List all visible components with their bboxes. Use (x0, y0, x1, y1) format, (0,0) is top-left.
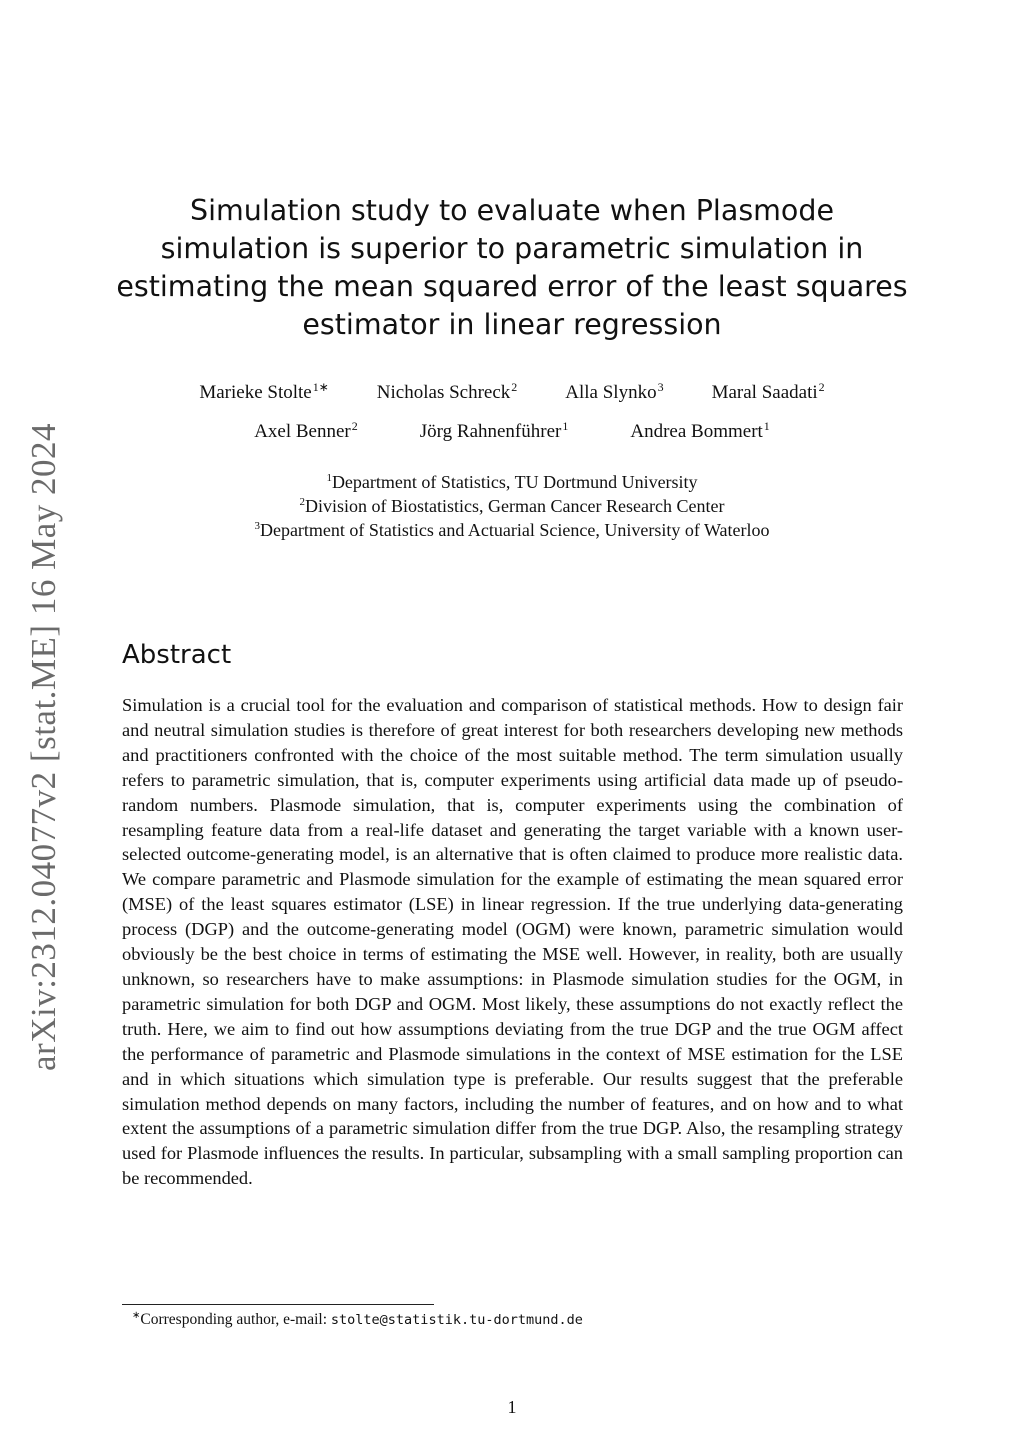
abstract-heading: Abstract (122, 640, 232, 670)
arxiv-identifier-stamp: arXiv:2312.04077v2 [stat.ME] 16 May 2024 (24, 423, 63, 1071)
author-name: Alla Slynko (565, 382, 657, 403)
author-name: Nicholas Schreck (376, 382, 511, 403)
title-line: Simulation study to evaluate when Plasmode (190, 194, 834, 227)
author (377, 382, 517, 404)
author-affiliation-mark: 3 (657, 380, 664, 394)
author-list-row-2 (100, 421, 924, 443)
author-affiliation-mark: 2 (351, 419, 358, 433)
author-affiliation-mark: 1 (562, 419, 569, 433)
affiliation (100, 470, 924, 494)
author-name: Maral Saadati (711, 382, 818, 403)
affiliation-mark: 1 (326, 472, 332, 484)
author-affiliation-mark: 2 (818, 380, 825, 394)
footnote-divider (122, 1304, 434, 1305)
title-line: estimating the mean squared error of the least squares (116, 270, 908, 303)
author-list-row-1 (100, 382, 924, 404)
author (420, 421, 569, 443)
author (254, 421, 358, 443)
paper-title (100, 192, 924, 344)
affiliation-mark: 2 (299, 496, 306, 508)
author-affiliation-mark: 2 (511, 380, 518, 394)
affiliations (100, 470, 924, 542)
affiliation (100, 518, 924, 542)
abstract-body (122, 693, 903, 1191)
affiliation (100, 494, 924, 518)
abstract-paragraph: Simulation is a crucial tool for the evaluation and comparison of statistical methods. How to design fair and neutral simulation studies is therefore of great interest for both researchers developing new methods and practitioners confronted with the choice of the most suitable method. The term simulation usually refers to parametric simulation, that is, computer experiments using artificial data made up of pseudo-random numbers. Plasmode simulation, that is, computer experiments using the combination of resampling feature data from a real-life dataset and generating the target variable with a known user-selected outcome-generating model, is an alternative that is often claimed to produce more realistic data. We compare parametric and Plasmode simulation for the example of estimating the mean squared error (MSE) of the least squares estimator (LSE) in linear regression. If the true underlying data-generating process (DGP) and the outcome-generating model (OGM) were known, parametric simulation would obviously be the best choice in terms of estimating the MSE well. However, in reality, both are usually unknown, so researchers have to make assumptions: in Plasmode simulation studies for the OGM, in parametric simulation for both DGP and OGM. Most likely, these assumptions do not exactly reflect the truth. Here, we aim to find out how assumptions deviating from the true DGP and the true OGM affect the performance of parametric and Plasmode simulations in the context of MSE estimation for the LSE and in which situations which simulation type is preferable. Our results suggest that the preferable simulation method depends on many factors, including the number of features, and on how and to what extent the assumptions of a parametric simulation differ from the true DGP. Also, the resampling strategy used for Plasmode influences the results. In particular, subsampling with a small sampling proportion can be recommended. (122, 695, 903, 1189)
footnote (132, 1311, 583, 1329)
author-affiliation-mark: 1∗ (312, 380, 329, 394)
author (199, 382, 328, 404)
author-affiliation-mark: 1 (763, 419, 770, 433)
author-name: Marieke Stolte (199, 382, 312, 403)
footnote-mark: ∗ (132, 1310, 141, 1321)
affiliation-mark: 3 (254, 520, 260, 532)
author-name: Andrea Bommert (630, 421, 763, 442)
author-name: Jörg Rahnenführer (419, 421, 562, 442)
title-line: estimator in linear regression (302, 308, 722, 341)
affiliation-text: Department of Statistics, TU Dortmund University (331, 472, 698, 492)
author (712, 382, 825, 404)
footnote-text: Corresponding author, e-mail: (140, 1311, 331, 1328)
author-name: Axel Benner (254, 421, 351, 442)
author (630, 421, 769, 443)
affiliation-text: Division of Biostatistics, German Cancer Research Center (305, 496, 725, 516)
title-line: simulation is superior to parametric simulation in (160, 232, 864, 265)
affiliation-text: Department of Statistics and Actuarial Science, University of Waterloo (259, 520, 770, 540)
page-number: 1 (507, 1397, 517, 1417)
corresponding-email-link[interactable]: stolte@statistik.tu-dortmund.de (330, 1312, 583, 1328)
author (565, 382, 663, 404)
